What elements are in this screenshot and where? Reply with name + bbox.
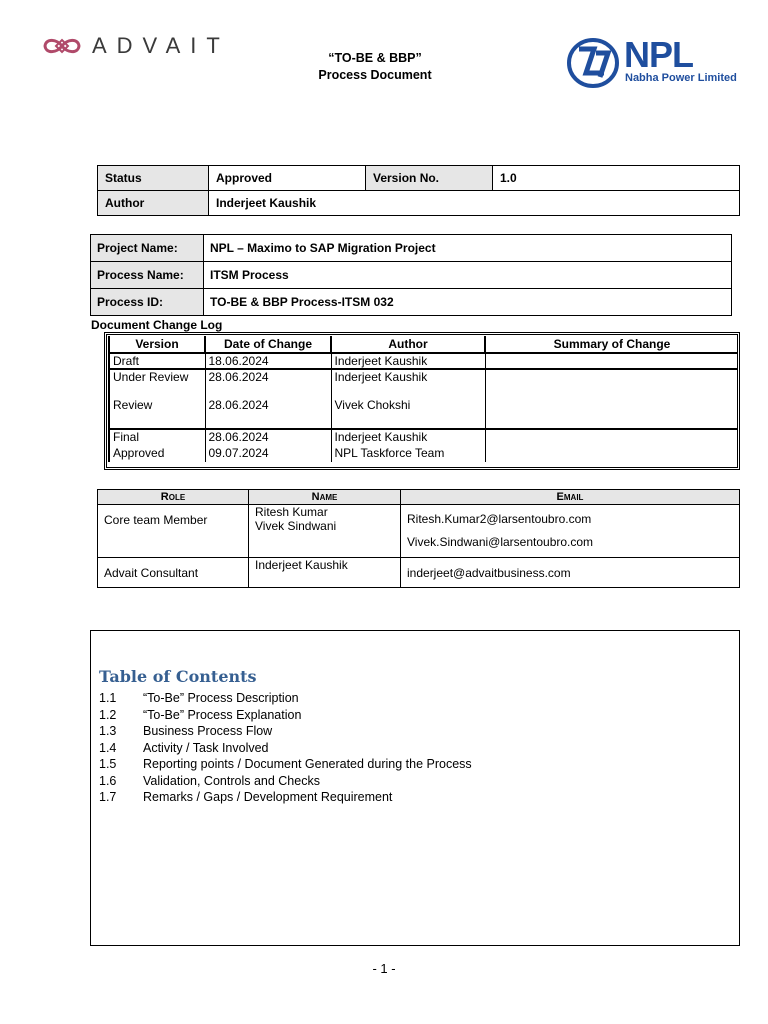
header-author: Author: [331, 336, 485, 353]
toc-text: Business Process Flow: [143, 724, 273, 738]
author-cell: Inderjeet Kaushik: [331, 353, 485, 369]
toc-item[interactable]: [99, 707, 719, 724]
change-log-title: Document Change Log: [91, 318, 223, 332]
version-cell: Final: [109, 429, 205, 446]
lt-emblem-icon: [566, 37, 620, 89]
version-cell: Review: [109, 398, 205, 429]
header-name: Name: [249, 490, 401, 505]
role-table: [97, 489, 740, 588]
date-cell: 28.06.2024: [205, 369, 331, 398]
table-row: [98, 558, 740, 588]
header-summary: Summary of Change: [485, 336, 738, 353]
toc-number: 1.3: [99, 724, 117, 738]
author-cell: Inderjeet Kaushik: [331, 369, 485, 398]
process-id-value: TO-BE & BBP Process-ITSM 032: [204, 289, 732, 316]
date-cell: 28.06.2024: [205, 429, 331, 446]
table-row: [109, 398, 738, 429]
toc-item[interactable]: [99, 756, 719, 773]
status-table: [97, 165, 740, 216]
status-value: Approved: [209, 166, 366, 191]
project-name-value: NPL – Maximo to SAP Migration Project: [204, 235, 732, 262]
table-row: [109, 369, 738, 398]
role-cell: Core team Member: [98, 505, 249, 558]
date-cell: 18.06.2024: [205, 353, 331, 369]
project-table: [90, 234, 732, 316]
summary-cell: [485, 429, 738, 446]
process-id-label: Process ID:: [91, 289, 204, 316]
table-row: [98, 505, 740, 558]
toc-text: Activity / Task Involved: [143, 740, 269, 755]
summary-cell: [485, 353, 738, 369]
status-label: Status: [98, 166, 209, 191]
toc-number: 1.7: [99, 790, 117, 804]
author-label: Author: [98, 191, 209, 216]
summary-cell: [485, 446, 738, 462]
document-title-line2: Process Document: [318, 68, 432, 82]
version-cell: Draft: [109, 353, 205, 369]
header-date: Date of Change: [205, 336, 331, 353]
toc-item[interactable]: [99, 740, 719, 757]
npl-logo-subtitle: Nabha Power Limited: [625, 72, 737, 84]
table-row: [109, 446, 738, 462]
npl-logo-text: NPL: [624, 34, 693, 75]
summary-cell: [485, 398, 738, 429]
table-row: [109, 429, 738, 446]
header-version: Version: [109, 336, 205, 353]
toc-number: 1.1: [99, 691, 117, 705]
email-cell: [401, 505, 740, 558]
author-cell: Vivek Chokshi: [331, 398, 485, 429]
process-name-value: ITSM Process: [204, 262, 732, 289]
toc-text: Reporting points / Document Generated during the Process: [143, 757, 472, 771]
version-cell: Approved: [109, 446, 205, 462]
name-cell: [249, 505, 401, 558]
toc-number: 1.2: [99, 707, 117, 722]
toc-text: “To-Be” Process Explanation: [143, 707, 302, 722]
toc-number: 1.5: [99, 757, 117, 771]
name-line: Vivek Sindwani: [255, 519, 337, 533]
project-row: [91, 235, 732, 262]
header-role: Role: [98, 490, 249, 505]
email-cell: inderjeet@advaitbusiness.com: [401, 558, 740, 588]
toc-text: “To-Be” Process Description: [143, 691, 299, 705]
toc-item[interactable]: [99, 773, 719, 790]
toc-list: [99, 690, 719, 806]
toc-item[interactable]: [99, 690, 719, 707]
author-cell: Inderjeet Kaushik: [331, 429, 485, 446]
version-cell: Under Review: [109, 369, 205, 398]
header-email: Email: [401, 490, 740, 505]
toc-text: Remarks / Gaps / Development Requirement: [143, 790, 393, 804]
toc-title: Table of Contents: [99, 667, 257, 686]
table-row: [109, 353, 738, 369]
toc-number: 1.6: [99, 773, 117, 788]
advait-infinity-icon: [42, 35, 82, 57]
role-cell: Advait Consultant: [98, 558, 249, 588]
advait-logo-text: ADVAIT: [92, 33, 230, 58]
name-line: Ritesh Kumar: [255, 505, 328, 519]
email-line: Ritesh.Kumar2@larsentoubro.com: [407, 512, 592, 526]
name-cell: Inderjeet Kaushik: [249, 558, 401, 588]
toc-number: 1.4: [99, 740, 117, 755]
toc-text: Validation, Controls and Checks: [143, 773, 320, 788]
version-label: Version No.: [366, 166, 493, 191]
author-value: Inderjeet Kaushik: [209, 191, 740, 216]
project-name-label: Project Name:: [91, 235, 204, 262]
document-title: [270, 50, 480, 84]
version-value: 1.0: [493, 166, 740, 191]
change-log-table: [108, 336, 738, 462]
advait-logo: [42, 33, 252, 59]
page-number: - 1 -: [372, 961, 396, 976]
toc-item[interactable]: [99, 789, 719, 806]
author-cell: NPL Taskforce Team: [331, 446, 485, 462]
project-row: [91, 289, 732, 316]
process-name-label: Process Name:: [91, 262, 204, 289]
toc-item[interactable]: [99, 723, 719, 740]
summary-cell: [485, 369, 738, 398]
date-cell: 28.06.2024: [205, 398, 331, 429]
document-title-line1: “TO-BE & BBP”: [328, 51, 422, 65]
date-cell: 09.07.2024: [205, 446, 331, 462]
email-line: Vivek.Sindwani@larsentoubro.com: [407, 535, 594, 549]
project-row: [91, 262, 732, 289]
change-log-container: [108, 336, 738, 462]
